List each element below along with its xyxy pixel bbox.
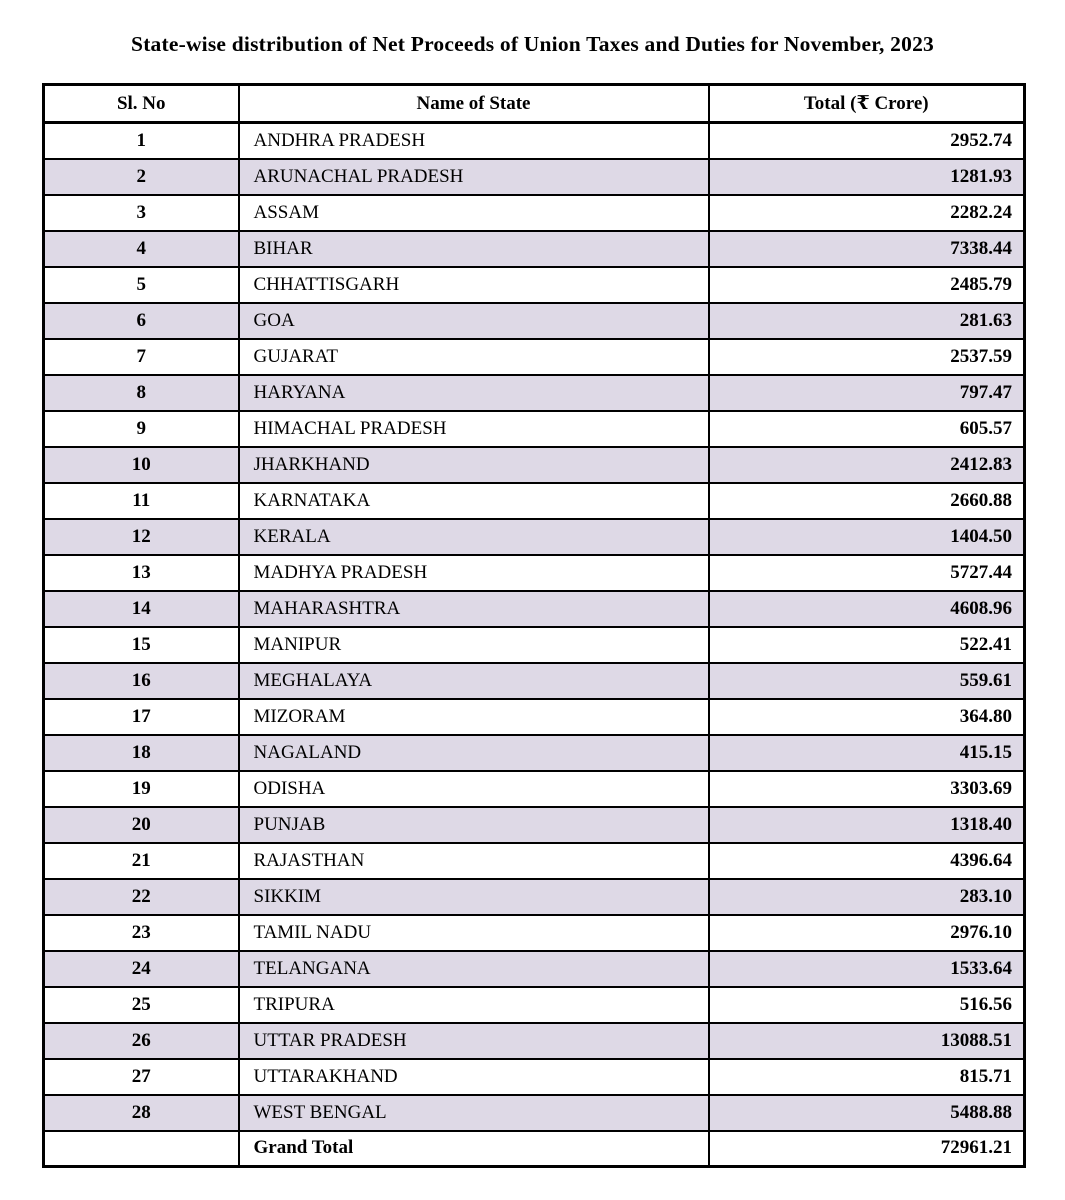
header-sl-no: Sl. No (44, 85, 239, 123)
table-row (44, 447, 1025, 483)
table-row (44, 735, 1025, 771)
state-name-cell: GOA (239, 303, 709, 339)
table-row (44, 1095, 1025, 1131)
state-name-cell: ASSAM (239, 195, 709, 231)
table-row (44, 771, 1025, 807)
table-row (44, 483, 1025, 519)
state-tax-distribution-table (42, 83, 1026, 1168)
state-name-cell: SIKKIM (239, 879, 709, 915)
state-name-cell: MAHARASHTRA (239, 591, 709, 627)
header-name-of-state: Name of State (239, 85, 709, 123)
state-name-cell: Grand Total (239, 1131, 709, 1167)
sl-no-cell: 20 (44, 807, 239, 843)
total-value-cell: 2537.59 (709, 339, 1025, 375)
table-row (44, 1023, 1025, 1059)
table-row (44, 591, 1025, 627)
table-row (44, 303, 1025, 339)
table-row (44, 123, 1025, 159)
sl-no-cell: 15 (44, 627, 239, 663)
sl-no-cell: 16 (44, 663, 239, 699)
total-value-cell: 2952.74 (709, 123, 1025, 159)
total-value-cell: 522.41 (709, 627, 1025, 663)
table-row (44, 519, 1025, 555)
total-value-cell: 281.63 (709, 303, 1025, 339)
total-value-cell: 415.15 (709, 735, 1025, 771)
state-name-cell: KERALA (239, 519, 709, 555)
grand-total-row (44, 1131, 1025, 1167)
sl-no-cell: 9 (44, 411, 239, 447)
sl-no-cell: 19 (44, 771, 239, 807)
state-name-cell: ANDHRA PRADESH (239, 123, 709, 159)
total-value-cell: 5488.88 (709, 1095, 1025, 1131)
sl-no-cell: 5 (44, 267, 239, 303)
table-row (44, 1059, 1025, 1095)
total-value-cell: 2660.88 (709, 483, 1025, 519)
sl-no-cell: 6 (44, 303, 239, 339)
state-name-cell: TELANGANA (239, 951, 709, 987)
table-row (44, 555, 1025, 591)
table-row (44, 987, 1025, 1023)
table-row (44, 663, 1025, 699)
table-header (44, 85, 1025, 123)
sl-no-cell: 7 (44, 339, 239, 375)
state-name-cell: UTTARAKHAND (239, 1059, 709, 1095)
sl-no-cell: 23 (44, 915, 239, 951)
state-name-cell: RAJASTHAN (239, 843, 709, 879)
table-row (44, 159, 1025, 195)
state-name-cell: JHARKHAND (239, 447, 709, 483)
total-value-cell: 13088.51 (709, 1023, 1025, 1059)
total-value-cell: 1404.50 (709, 519, 1025, 555)
header-total-crore: Total (₹ Crore) (709, 85, 1025, 123)
total-value-cell: 1318.40 (709, 807, 1025, 843)
total-value-cell: 5727.44 (709, 555, 1025, 591)
total-value-cell: 1533.64 (709, 951, 1025, 987)
sl-no-cell: 17 (44, 699, 239, 735)
sl-no-cell: 12 (44, 519, 239, 555)
table-row (44, 267, 1025, 303)
state-name-cell: KARNATAKA (239, 483, 709, 519)
total-value-cell: 815.71 (709, 1059, 1025, 1095)
sl-no-cell: 27 (44, 1059, 239, 1095)
sl-no-cell: 28 (44, 1095, 239, 1131)
table-row (44, 339, 1025, 375)
total-value-cell: 797.47 (709, 375, 1025, 411)
table-row (44, 699, 1025, 735)
total-value-cell: 4396.64 (709, 843, 1025, 879)
state-name-cell: WEST BENGAL (239, 1095, 709, 1131)
sl-no-cell: 25 (44, 987, 239, 1023)
total-value-cell: 2485.79 (709, 267, 1025, 303)
sl-no-cell: 4 (44, 231, 239, 267)
sl-no-cell: 10 (44, 447, 239, 483)
table-row (44, 411, 1025, 447)
state-name-cell: HARYANA (239, 375, 709, 411)
state-name-cell: PUNJAB (239, 807, 709, 843)
state-name-cell: HIMACHAL PRADESH (239, 411, 709, 447)
total-value-cell: 364.80 (709, 699, 1025, 735)
table-row (44, 375, 1025, 411)
state-name-cell: MANIPUR (239, 627, 709, 663)
state-name-cell: ODISHA (239, 771, 709, 807)
total-value-cell: 516.56 (709, 987, 1025, 1023)
state-name-cell: CHHATTISGARH (239, 267, 709, 303)
sl-no-cell: 2 (44, 159, 239, 195)
state-name-cell: TAMIL NADU (239, 915, 709, 951)
table-row (44, 195, 1025, 231)
total-value-cell: 605.57 (709, 411, 1025, 447)
total-value-cell: 4608.96 (709, 591, 1025, 627)
state-name-cell: MEGHALAYA (239, 663, 709, 699)
table-row (44, 627, 1025, 663)
total-value-cell: 3303.69 (709, 771, 1025, 807)
state-name-cell: UTTAR PRADESH (239, 1023, 709, 1059)
state-name-cell: TRIPURA (239, 987, 709, 1023)
total-value-cell: 72961.21 (709, 1131, 1025, 1167)
table-row (44, 807, 1025, 843)
page-title: State-wise distribution of Net Proceeds of Union Taxes and Duties for November, 2023 (131, 32, 934, 56)
table-row (44, 951, 1025, 987)
state-name-cell: BIHAR (239, 231, 709, 267)
total-value-cell: 7338.44 (709, 231, 1025, 267)
sl-no-cell (44, 1131, 239, 1167)
sl-no-cell: 21 (44, 843, 239, 879)
total-value-cell: 2412.83 (709, 447, 1025, 483)
total-value-cell: 2976.10 (709, 915, 1025, 951)
state-name-cell: GUJARAT (239, 339, 709, 375)
total-value-cell: 559.61 (709, 663, 1025, 699)
state-name-cell: ARUNACHAL PRADESH (239, 159, 709, 195)
table-row (44, 843, 1025, 879)
header-row (44, 85, 1025, 123)
table-body (44, 123, 1025, 1167)
sl-no-cell: 8 (44, 375, 239, 411)
total-value-cell: 2282.24 (709, 195, 1025, 231)
state-name-cell: NAGALAND (239, 735, 709, 771)
state-name-cell: MADHYA PRADESH (239, 555, 709, 591)
table-row (44, 231, 1025, 267)
sl-no-cell: 11 (44, 483, 239, 519)
sl-no-cell: 24 (44, 951, 239, 987)
sl-no-cell: 13 (44, 555, 239, 591)
total-value-cell: 283.10 (709, 879, 1025, 915)
state-name-cell: MIZORAM (239, 699, 709, 735)
sl-no-cell: 3 (44, 195, 239, 231)
sl-no-cell: 26 (44, 1023, 239, 1059)
total-value-cell: 1281.93 (709, 159, 1025, 195)
table-row (44, 915, 1025, 951)
table-row (44, 879, 1025, 915)
sl-no-cell: 22 (44, 879, 239, 915)
sl-no-cell: 18 (44, 735, 239, 771)
sl-no-cell: 1 (44, 123, 239, 159)
sl-no-cell: 14 (44, 591, 239, 627)
